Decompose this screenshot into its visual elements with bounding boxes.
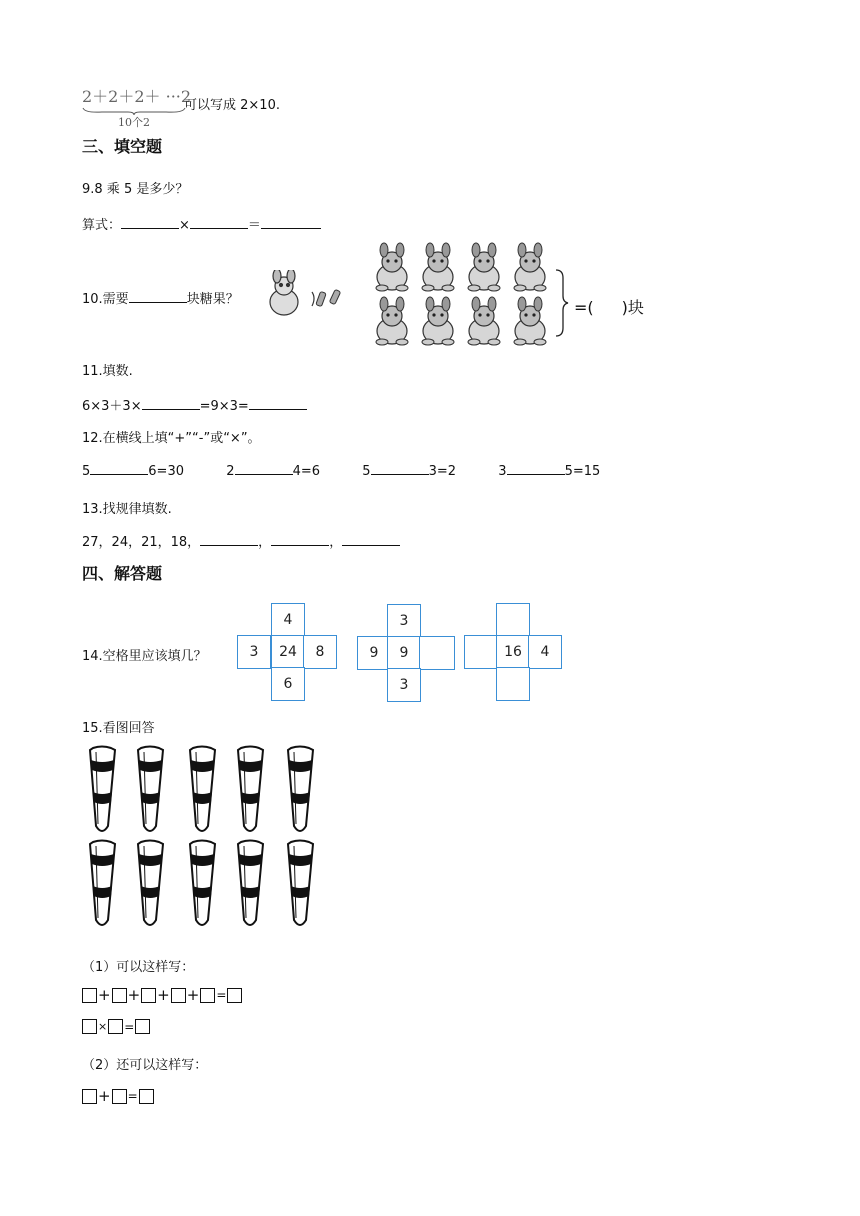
cross-cell-top-blank[interactable] xyxy=(496,603,530,637)
answer-box[interactable] xyxy=(108,1019,123,1034)
intro-text: 可以写成 2×10. xyxy=(184,98,280,113)
q15-part1-label: （1）可以这样写： xyxy=(82,960,195,975)
cross-cell-bottom: 3 xyxy=(387,668,421,702)
cross-cell-top: 3 xyxy=(387,604,421,638)
answer-box[interactable] xyxy=(227,988,242,1003)
q12-blank-2[interactable] xyxy=(235,462,293,475)
brace-label: 10个2 xyxy=(118,116,150,129)
q11-part-b: =9×3= xyxy=(199,399,249,414)
cross-cell-center: 16 xyxy=(496,635,530,669)
q13-sequence-given: 27，24，21，18， xyxy=(82,535,201,550)
q9-stem: 9.8 乘 5 是多少？ xyxy=(82,182,189,197)
answer-box[interactable] xyxy=(82,1019,97,1034)
sum-expression: 2＋2＋2＋ ···2 xyxy=(82,87,192,106)
q13-sequence: 27，24，21，18， ， ， xyxy=(82,531,400,550)
answer-box[interactable] xyxy=(171,988,186,1003)
q15-part2-label: （2）还可以这样写： xyxy=(82,1058,208,1073)
answer-box[interactable] xyxy=(139,1089,154,1104)
answer-box[interactable] xyxy=(141,988,156,1003)
q12-blank-4[interactable] xyxy=(507,462,565,475)
q10-stem-a: 10.需要 xyxy=(82,292,129,307)
answer-box[interactable] xyxy=(112,988,127,1003)
cross-cell-left: 3 xyxy=(237,635,271,669)
q15-alt-row: + = xyxy=(82,1087,154,1105)
q9-blank-1[interactable] xyxy=(121,216,179,229)
q13-blank-1[interactable] xyxy=(200,533,258,546)
cross-cell-right: 8 xyxy=(303,635,337,669)
intro-expression xyxy=(82,84,192,130)
q13-blank-3[interactable] xyxy=(342,533,400,546)
cross-cell-left-blank[interactable] xyxy=(464,635,498,669)
q10-stem-b: 块糖果？ xyxy=(186,292,239,307)
q10-line xyxy=(82,288,239,307)
q15-stem: 15.看图回答 xyxy=(82,721,155,736)
q10-answer-open: =( xyxy=(574,298,594,317)
section-title-fill-blank: 三、填空题 xyxy=(82,137,163,156)
section-title-solve: 四、解答题 xyxy=(82,564,163,583)
right-brace-icon xyxy=(554,268,570,338)
answer-box[interactable] xyxy=(112,1089,127,1104)
q10-answer xyxy=(574,295,644,318)
q15-multiply-row: × = xyxy=(82,1019,150,1034)
answer-box[interactable] xyxy=(82,1089,97,1104)
cross-cell-right-blank[interactable] xyxy=(419,636,455,670)
q11-stem: 11.填数. xyxy=(82,364,133,379)
q9-times: × xyxy=(179,218,190,233)
cross-cell-bottom-blank[interactable] xyxy=(496,667,530,701)
cross-cell-bottom: 6 xyxy=(271,667,305,701)
cross-cell-top: 4 xyxy=(271,603,305,637)
answer-box[interactable] xyxy=(200,988,215,1003)
q13-stem: 13.找规律填数. xyxy=(82,502,172,517)
q14-stem: 14.空格里应该填几？ xyxy=(82,649,207,664)
q12-blank-1[interactable] xyxy=(90,462,148,475)
q12-item-4: 3 5=15 xyxy=(498,464,601,479)
q11-blank-1[interactable] xyxy=(142,397,200,410)
cross-cell-center: 9 xyxy=(387,636,421,670)
q12-item-1: 5 6=30 xyxy=(82,464,184,479)
q13-blank-2[interactable] xyxy=(271,533,329,546)
cross-cell-left: 9 xyxy=(357,636,391,670)
q10-blank[interactable] xyxy=(129,290,187,303)
rabbit-group-icon xyxy=(372,242,552,348)
rabbit-with-candy-icon xyxy=(266,270,356,320)
q9-blank-3[interactable] xyxy=(261,216,321,229)
q15-addition-row: + + + + = xyxy=(82,986,242,1004)
striped-tubes-icon xyxy=(82,744,332,934)
q9-blank-2[interactable] xyxy=(190,216,248,229)
answer-box[interactable] xyxy=(135,1019,150,1034)
q12-item-2: 2 4=6 xyxy=(226,464,320,479)
q11-equation xyxy=(82,395,307,414)
q10-answer-close: )块 xyxy=(621,298,644,317)
q9-formula-label: 算式： xyxy=(82,218,122,233)
q12-item-3: 5 3=2 xyxy=(362,464,456,479)
cross-cell-right: 4 xyxy=(528,635,562,669)
q12-blank-3[interactable] xyxy=(371,462,429,475)
q12-items xyxy=(82,462,600,479)
q11-part-a: 6×3＋3× xyxy=(82,399,142,414)
q12-stem: 12.在横线上填“+”“-”或“×”。 xyxy=(82,431,261,446)
q11-blank-2[interactable] xyxy=(249,397,307,410)
q9-equals: ＝ xyxy=(247,218,261,233)
cross-cell-center: 24 xyxy=(271,635,305,669)
answer-box[interactable] xyxy=(82,988,97,1003)
q9-formula xyxy=(82,214,321,233)
